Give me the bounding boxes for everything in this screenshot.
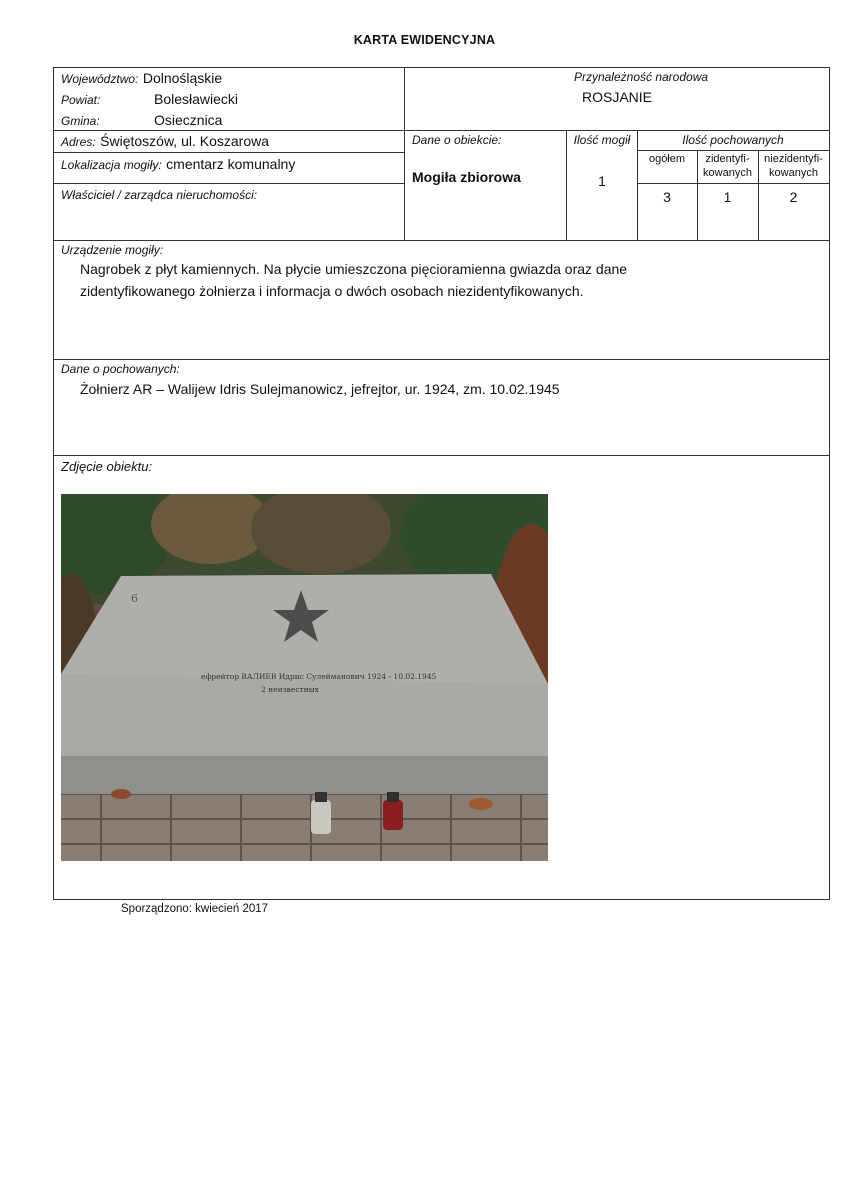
- slab-inscription-1: ефрейтор ВАЛИЕВ Идрис Сулейманович 1924 - 10.02.1945: [201, 672, 437, 681]
- buried-identified-label: zidentyfi- kowanych: [703, 153, 752, 179]
- buried-data-entry: Żołnierz AR – Walijew Idris Sulejmanowicz, jefrejtor, ur. 1924, zm. 10.02.1945: [80, 381, 560, 397]
- grave-structure-line2: zidentyfikowanego żołnierza i informacja o dwóch osobach niezidentyfikowanych.: [80, 283, 584, 299]
- buried-total-label: ogółem: [648, 153, 686, 165]
- object-label: Dane o obiekcie:: [412, 133, 502, 147]
- buried-unidentified-label: niezidentyfi- kowanych: [764, 153, 823, 179]
- gmina-value: Osiecznica: [154, 112, 223, 128]
- powiat-value: Bolesławiecki: [154, 91, 239, 107]
- address-value: Świętoszów, ul. Koszarowa: [100, 133, 269, 149]
- owner-label: Właściciel / zarządca nieruchomości:: [61, 188, 258, 202]
- page-title: KARTA EWIDENCYJNA: [353, 33, 496, 47]
- buried-total-value: 3: [663, 189, 671, 205]
- localization-row: [61, 156, 295, 174]
- grave-structure-line1: Nagrobek z płyt kamiennych. Na płycie umieszczona pięcioramienna gwiazda oraz dane: [80, 261, 628, 277]
- address-label: Adres:: [61, 135, 96, 149]
- localization-label: Lokalizacja mogiły:: [61, 158, 162, 172]
- buried-label: Ilość pochowanych: [682, 133, 784, 147]
- grave-structure-label: Urządzenie mogiły:: [61, 243, 164, 257]
- wojewodztwo-value: Dolnośląskie: [142, 70, 223, 86]
- slab-number: 6: [131, 592, 138, 605]
- slab-inscription-2: 2 неизвестных: [261, 685, 319, 694]
- footer-date: Sporządzono: kwiecień 2017: [121, 903, 269, 915]
- object-value: Mogiła zbiorowa: [412, 169, 521, 185]
- object-photo: [61, 494, 548, 861]
- buried-unidentified-value: 2: [789, 189, 798, 205]
- localization-value: cmentarz komunalny: [166, 156, 296, 172]
- powiat-label: Powiat:: [61, 93, 101, 107]
- buried-data-label: Dane o pochowanych:: [61, 362, 180, 376]
- buried-identified-value: 1: [723, 189, 732, 205]
- address-row: [61, 133, 269, 151]
- wojewodztwo-row: [61, 70, 222, 88]
- nationality-value: ROSJANIE: [582, 89, 653, 105]
- wojewodztwo-label: Województwo:: [61, 72, 139, 86]
- nationality-label: Przynależność narodowa: [573, 70, 709, 84]
- gmina-label: Gmina:: [61, 114, 100, 128]
- photo-label: Zdjęcie obiektu:: [61, 459, 153, 474]
- graves-label: Ilość mogił: [573, 133, 631, 147]
- graves-value: 1: [598, 173, 606, 189]
